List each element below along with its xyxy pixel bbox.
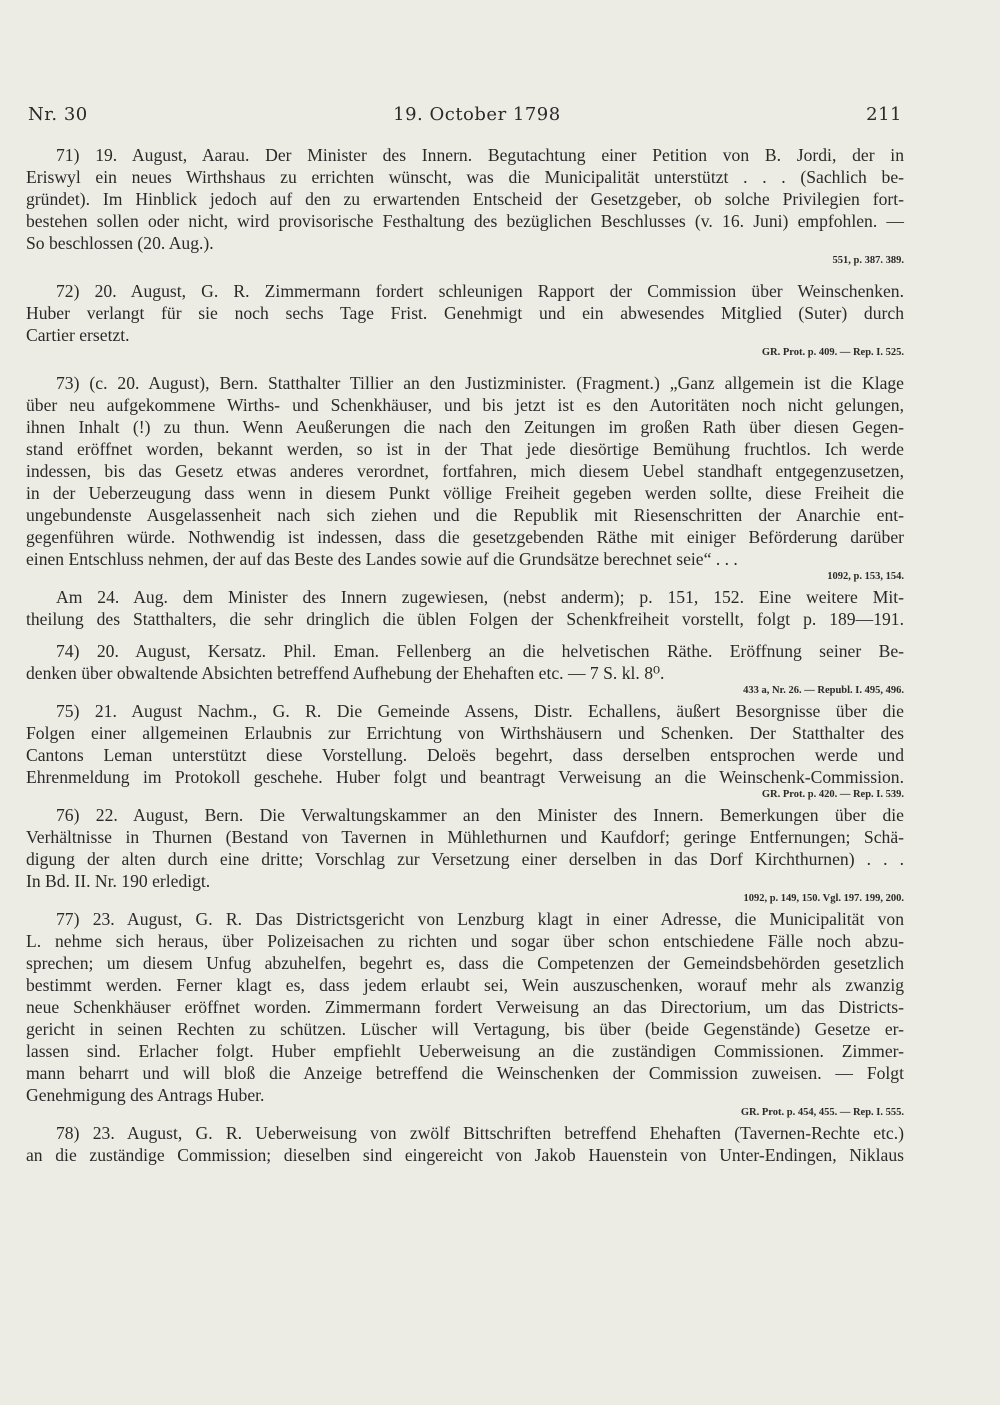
text-line: in der Ueberzeugung dass wenn in diesem Punkt völlige Freiheit gegeben werden sollte, diese Freiheit die <box>26 483 904 503</box>
text-line: bestimmt werden. Ferner klagt es, dass jedem erlaubt sei, Wein auszuschenken, worauf mehr als zwanzig <box>26 975 904 995</box>
text-line: Huber verlangt für sie noch sechs Tage Frist. Genehmigt und ein abwesendes Mitglied (Suter) durch <box>26 303 904 323</box>
text-line: Folgen einer allgemeinen Erlaubnis zur Errichtung von Wirthshäusern und Schenken. Der Statthalter des <box>26 723 904 743</box>
text-line: Eriswyl ein neues Wirthshaus zu errichten wünscht, was die Municipalität unterstützt . . . (Sachlich be- <box>26 167 904 187</box>
page-date: 19. October 1798 <box>393 104 561 125</box>
text-line: stand eröffnet worden, bekannt werden, so ist in der That jede diesörtige Bemühung fruchtlos. Ich werde <box>26 439 904 459</box>
text-line: 72) 20. August, G. R. Zimmermann fordert schleunigen Rapport der Commission über Weinschenken. <box>56 281 904 301</box>
text-line: 74) 20. August, Kersatz. Phil. Eman. Fellenberg an die helvetischen Räthe. Eröffnung seiner Be- <box>56 641 904 661</box>
source-reference: 1092, p. 153, 154. <box>827 571 904 582</box>
source-reference: 433 a, Nr. 26. — Republ. I. 495, 496. <box>743 685 904 696</box>
source-reference: GR. Prot. p. 409. — Rep. I. 525. <box>761 347 904 358</box>
text-line: mann beharrt und will bloß die Anzeige betreffend die Weinschenken der Commission zuweisen. — Folgt <box>26 1063 904 1083</box>
text-line: gegenführen würde. Nothwendig ist indessen, dass die gesetzgebenden Räthe mit einiger Beförderung darüber <box>26 527 904 547</box>
source-reference: GR. Prot. p. 454, 455. — Rep. I. 555. <box>740 1107 904 1118</box>
source-reference: 1092, p. 149, 150. Vgl. 197. 199, 200. <box>743 893 904 904</box>
text-line: 73) (c. 20. August), Bern. Statthalter Tillier an den Justizminister. (Fragment.) „Ganz allgemein ist die Klage <box>56 373 904 393</box>
entry-72 <box>26 280 904 362</box>
text-line: gericht in seinen Rechten zu schützen. Lüscher will Vertagung, bis über (beide Gegenstände) Gesetze er- <box>26 1019 904 1039</box>
text-line: indessen, bis das Gesetz etwas anderes verordnet, fortfahren, mich diesem Uebel standhaft entgegenzusetzen, <box>26 461 904 481</box>
page-header <box>28 104 902 125</box>
text-line: über neu aufgekommene Wirths- und Schenkhäuser, und bis jetzt ist es den Autoritäten noch nicht gelungen, <box>26 395 904 415</box>
text-line: Genehmigung des Antrags Huber. <box>26 1085 265 1105</box>
text-line: bestehen sollen oder nicht, wird provisorische Festhaltung des bezüglichen Beschlusses (v. 16. Juni) empfohlen. — <box>26 211 904 231</box>
text-line: lassen sind. Erlacher folgt. Huber empfiehlt Ueberweisung an die zuständigen Commissionen. Zimmer- <box>26 1041 904 1061</box>
entry-78 <box>26 1122 904 1166</box>
text-line: denken über obwaltende Absichten betreffend Aufhebung der Ehehaften etc. — 7 S. kl. 8⁰. <box>26 663 665 683</box>
source-reference: 551, p. 387. 389. <box>832 255 904 266</box>
text-line: In Bd. II. Nr. 190 erledigt. <box>26 871 211 891</box>
text-line: Ehrenmeldung im Protokoll geschehe. Huber folgt und beantragt Verweisung an die Weinschenk-Commission. <box>26 767 904 787</box>
entry-71 <box>26 144 904 270</box>
issue-number: Nr. 30 <box>28 104 88 125</box>
text-line: gründet). Im Hinblick jedoch auf den zu erwartenden Entscheid der Gesetzgeber, ob solche Privilegien fort- <box>26 189 904 209</box>
text-line: So beschlossen (20. Aug.). <box>26 233 214 253</box>
text-line: ihnen Inhalt (!) zu thun. Wenn Aeußerungen die nach den Zeitungen im großen Rath über diesen Gegen- <box>26 417 904 437</box>
text-line: digung der alten durch eine dritte; Vorschlag zur Versetzung einer derselben in das Dorf Kirchthurnen) . . . <box>26 849 904 869</box>
entry-74 <box>26 640 904 700</box>
entry-73 <box>26 372 904 630</box>
text-line: neue Schenkhäuser eröffnet worden. Zimmermann fordert Verweisung an das Directorium, um das Districts- <box>26 997 904 1017</box>
text-line: Cantons Leman unterstützt diese Vorstellung. Deloës begehrt, dass derselben entsprochen werde und <box>26 745 904 765</box>
text-line: 77) 23. August, G. R. Das Districtsgericht von Lenzburg klagt in einer Adresse, die Municipalität von <box>56 909 904 929</box>
text-line: einen Entschluss nehmen, der auf das Beste des Landes sowie auf die Grundsätze berechnet seie“ . . . <box>26 549 738 569</box>
text-line: sprechen; um diesem Unfug abzuhelfen, begehrt es, dass die Competenzen der Gemeindsbehörden gesetzlich <box>26 953 904 973</box>
text-line: an die zuständige Commission; dieselben sind eingereicht von Jakob Hauenstein von Unter-Endingen, Niklaus <box>26 1145 904 1165</box>
entry-77 <box>26 908 904 1122</box>
page-number: 211 <box>866 104 902 125</box>
text-line: Verhältnisse in Thurnen (Bestand von Tavernen in Mühlethurnen und Kaufdorf; geringe Entfernungen; Schä- <box>26 827 904 847</box>
text-line: 75) 21. August Nachm., G. R. Die Gemeinde Assens, Distr. Echallens, äußert Besorgnisse über die <box>56 701 904 721</box>
entry-75 <box>26 700 904 804</box>
source-reference: GR. Prot. p. 420. — Rep. I. 539. <box>761 789 904 800</box>
text-line: Am 24. Aug. dem Minister des Innern zugewiesen, (nebst anderm); p. 151, 152. Eine weitere Mit- <box>56 587 904 607</box>
text-line: ungebundenste Ausgelassenheit nach sich ziehen und die Republik mit Riesenschritten der Anarchie ent- <box>26 505 904 525</box>
text-line: 71) 19. August, Aarau. Der Minister des Innern. Begutachtung einer Petition von B. Jordi, der in <box>56 145 904 165</box>
entry-76 <box>26 804 904 908</box>
text-line: L. nehme sich heraus, über Polizeisachen zu richten und sogar über schon entschiedene Fälle noch abzu- <box>26 931 904 951</box>
text-line: 76) 22. August, Bern. Die Verwaltungskammer an den Minister des Innern. Bemerkungen über die <box>56 805 904 825</box>
document-body <box>26 144 904 1166</box>
text-line: theilung des Statthalters, die sehr dringlich die üblen Folgen der Schenkfreiheit vorstellt, folgt p. 189—191. <box>26 609 904 629</box>
text-line: Cartier ersetzt. <box>26 325 130 345</box>
text-line: 78) 23. August, G. R. Ueberweisung von zwölf Bittschriften betreffend Ehehaften (Tavernen-Rechte etc.) <box>56 1123 904 1143</box>
